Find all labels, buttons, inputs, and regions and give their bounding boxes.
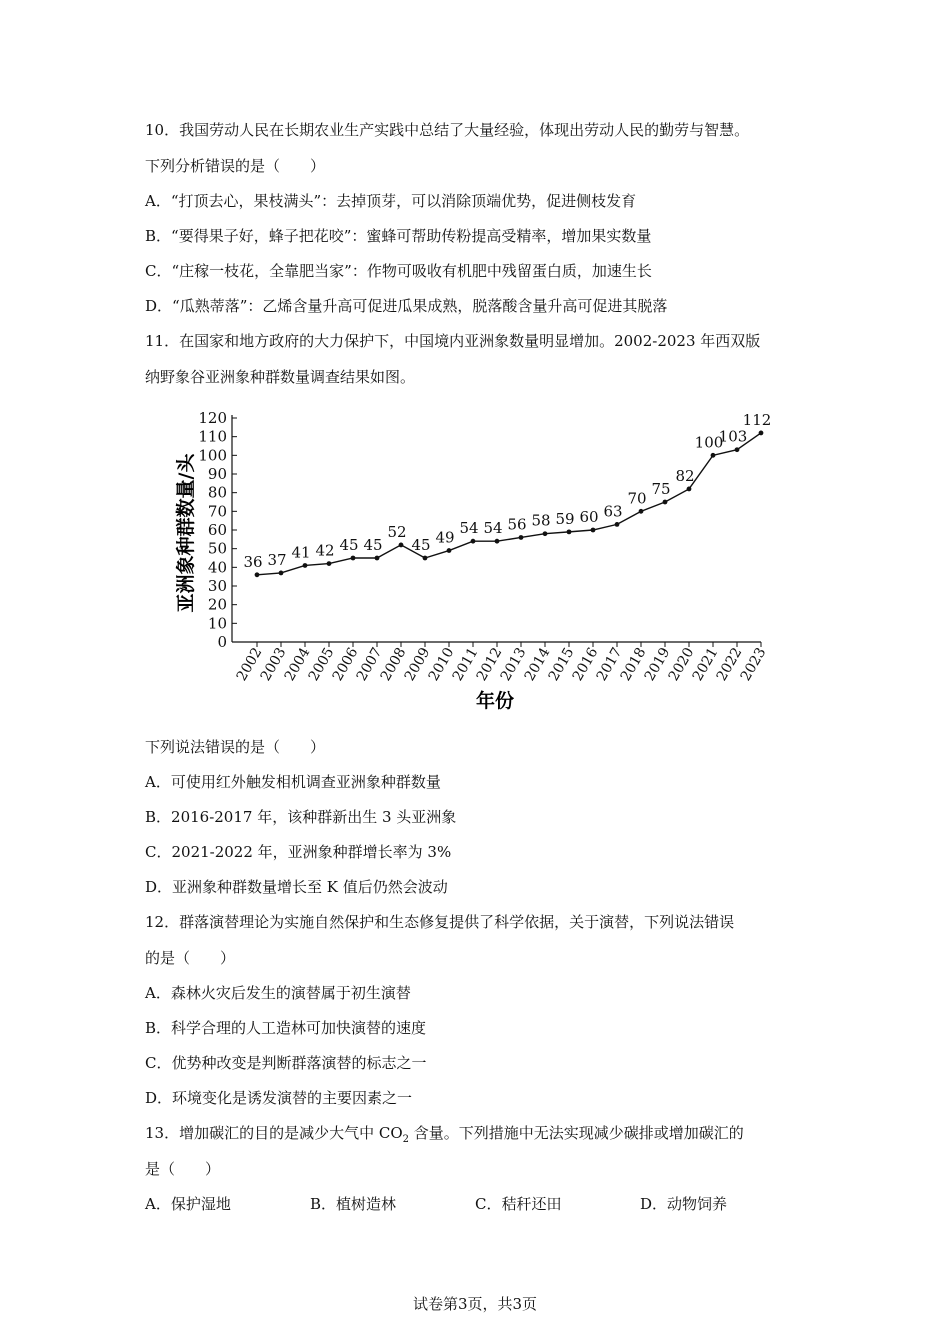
y-tick-label: 60: [207, 521, 227, 539]
x-tick-label: 2023: [737, 645, 770, 684]
data-label: 112: [742, 410, 772, 429]
x-tick-label: 2003: [257, 645, 290, 684]
q13-stem-subscript: 2: [402, 1134, 410, 1145]
q10-option-c: C．“庄稼一枝花，全靠肥当家”：作物可吸收有机肥中残留蛋白质，加速生长: [145, 262, 652, 280]
q13-stem-line1: [145, 1123, 744, 1150]
data-point: [759, 431, 764, 436]
x-tick-label: 2015: [545, 645, 578, 684]
x-tick-label: 2017: [593, 645, 626, 684]
population-line-chart: [170, 405, 790, 725]
data-point: [303, 563, 308, 568]
data-point: [615, 522, 620, 527]
q13-stem-pre: 13．增加碳汇的目的是减少大气中 CO: [145, 1124, 403, 1142]
data-label: 56: [507, 515, 527, 534]
q13-option-c: C．秸秆还田: [475, 1195, 562, 1213]
x-tick-label: 2013: [497, 645, 530, 684]
data-label: 82: [675, 466, 695, 485]
x-tick-label: 2007: [353, 645, 386, 684]
y-tick-label: 80: [207, 483, 227, 502]
data-label: 37: [267, 550, 287, 569]
data-point: [663, 500, 668, 505]
y-tick-label: 40: [207, 558, 227, 577]
data-label: 45: [411, 536, 431, 554]
q11-stem-line1: 11．在国家和地方政府的大力保护下，中国境内亚洲象数量明显增加。2002-2023 年西双版: [145, 332, 761, 350]
q11-option-c: C．2021-2022 年，亚洲象种群增长率为 3%: [145, 843, 452, 861]
x-tick-label: 2014: [521, 645, 554, 684]
y-tick-label: 0: [217, 633, 227, 651]
q13-stem-post: 含量。下列措施中无法实现减少碳排或增加碳汇的: [409, 1124, 744, 1142]
data-label: 54: [483, 519, 503, 538]
y-tick-label: 120: [198, 409, 227, 427]
data-point: [375, 556, 380, 561]
q12-option-d: D．环境变化是诱发演替的主要因素之一: [145, 1089, 413, 1107]
data-label: 42: [315, 541, 335, 560]
data-label: 100: [694, 433, 724, 452]
x-tick-label: 2002: [233, 645, 266, 684]
x-tick-label: 2021: [689, 645, 722, 684]
data-point: [279, 571, 284, 576]
x-tick-label: 2018: [617, 645, 650, 684]
q10-option-d: D．“瓜熟蒂落”：乙烯含量升高可促进瓜果成熟，脱落酸含量升高可促进其脱落: [145, 297, 668, 315]
q12-stem-line2: 的是（ ）: [145, 949, 236, 967]
y-tick-label: 50: [207, 539, 227, 558]
q11-option-b: B．2016-2017 年，该种群新出生 3 头亚洲象: [145, 808, 457, 826]
data-point: [735, 447, 740, 452]
data-label: 70: [627, 489, 647, 508]
data-point: [399, 543, 404, 548]
data-point: [543, 531, 548, 536]
chart-x-axis-label: 年份: [475, 690, 515, 712]
q12-option-c: C．优势种改变是判断群落演替的标志之一: [145, 1054, 427, 1072]
data-point: [711, 453, 716, 458]
data-label: 54: [459, 519, 479, 538]
x-tick-label: 2022: [713, 645, 746, 684]
y-tick-label: 30: [207, 577, 227, 595]
q10-stem-line1: 10．我国劳动人民在长期农业生产实践中总结了大量经验，体现出劳动人民的勤劳与智慧。: [145, 121, 750, 139]
page-footer: 试卷第3页，共3页: [412, 1295, 538, 1313]
data-point: [495, 539, 500, 544]
data-point: [567, 529, 572, 534]
data-label: 103: [718, 427, 748, 446]
data-label: 45: [363, 536, 383, 554]
x-tick-label: 2020: [665, 645, 698, 684]
data-label: 60: [579, 508, 599, 526]
q12-option-b: B．科学合理的人工造林可加快演替的速度: [145, 1019, 427, 1037]
x-tick-label: 2006: [329, 645, 362, 684]
q11-option-a: A．可使用红外触发相机调查亚洲象种群数量: [145, 773, 441, 791]
data-point: [519, 535, 524, 540]
data-point: [351, 556, 356, 561]
q13-option-b: B．植树造林: [310, 1195, 397, 1213]
x-tick-label: 2008: [377, 645, 410, 684]
data-label: 75: [651, 480, 671, 498]
q10-option-b: B．“要得果子好，蜂子把花咬”：蜜蜂可帮助传粉提高受精率，增加果实数量: [145, 227, 652, 245]
data-label: 58: [531, 511, 551, 530]
data-label: 41: [291, 543, 311, 562]
q13-option-a: A．保护湿地: [145, 1195, 231, 1213]
data-label: 45: [339, 536, 359, 554]
q10-stem-line2: 下列分析错误的是（ ）: [145, 157, 326, 175]
q11-question: 下列说法错误的是（ ）: [145, 738, 326, 756]
y-tick-label: 10: [207, 614, 227, 633]
x-tick-label: 2010: [425, 645, 458, 684]
x-tick-label: 2016: [569, 645, 602, 684]
chart-y-axis-label: 亚洲象种群数量/头: [175, 453, 197, 613]
q12-stem-line1: 12．群落演替理论为实施自然保护和生态修复提供了科学依据，关于演替，下列说法错误: [145, 913, 735, 931]
y-tick-label: 90: [207, 465, 227, 483]
data-point: [471, 539, 476, 544]
data-point: [447, 548, 452, 553]
q13-stem-line2: 是（ ）: [145, 1160, 221, 1178]
x-tick-label: 2019: [641, 645, 674, 684]
data-point: [639, 509, 644, 514]
y-tick-label: 110: [198, 427, 227, 446]
x-tick-label: 2005: [305, 645, 338, 684]
x-tick-label: 2004: [281, 645, 314, 684]
data-point: [423, 556, 428, 561]
q10-option-a: A．“打顶去心，果枝满头”：去掉顶芽，可以消除顶端优势，促进侧枝发育: [145, 192, 637, 210]
q11-stem-line2: 纳野象谷亚洲象种群数量调查结果如图。: [145, 368, 416, 386]
data-point: [255, 572, 260, 577]
data-label: 36: [243, 552, 263, 571]
data-point: [591, 528, 596, 533]
data-label: 63: [603, 502, 623, 521]
q12-option-a: A．森林火灾后发生的演替属于初生演替: [145, 984, 411, 1002]
data-point: [687, 487, 692, 492]
data-label: 52: [387, 522, 407, 541]
q11-option-d: D．亚洲象种群数量增长至 K 值后仍然会波动: [145, 878, 448, 896]
x-tick-label: 2012: [473, 645, 506, 684]
y-tick-label: 70: [207, 502, 227, 521]
q13-option-d: D．动物饲养: [640, 1195, 728, 1213]
y-tick-label: 100: [198, 446, 227, 465]
x-tick-label: 2009: [401, 645, 434, 684]
data-point: [327, 561, 332, 566]
y-tick-label: 20: [207, 595, 227, 614]
data-label: 49: [435, 528, 455, 547]
x-tick-label: 2011: [449, 645, 482, 684]
data-label: 59: [555, 509, 575, 528]
